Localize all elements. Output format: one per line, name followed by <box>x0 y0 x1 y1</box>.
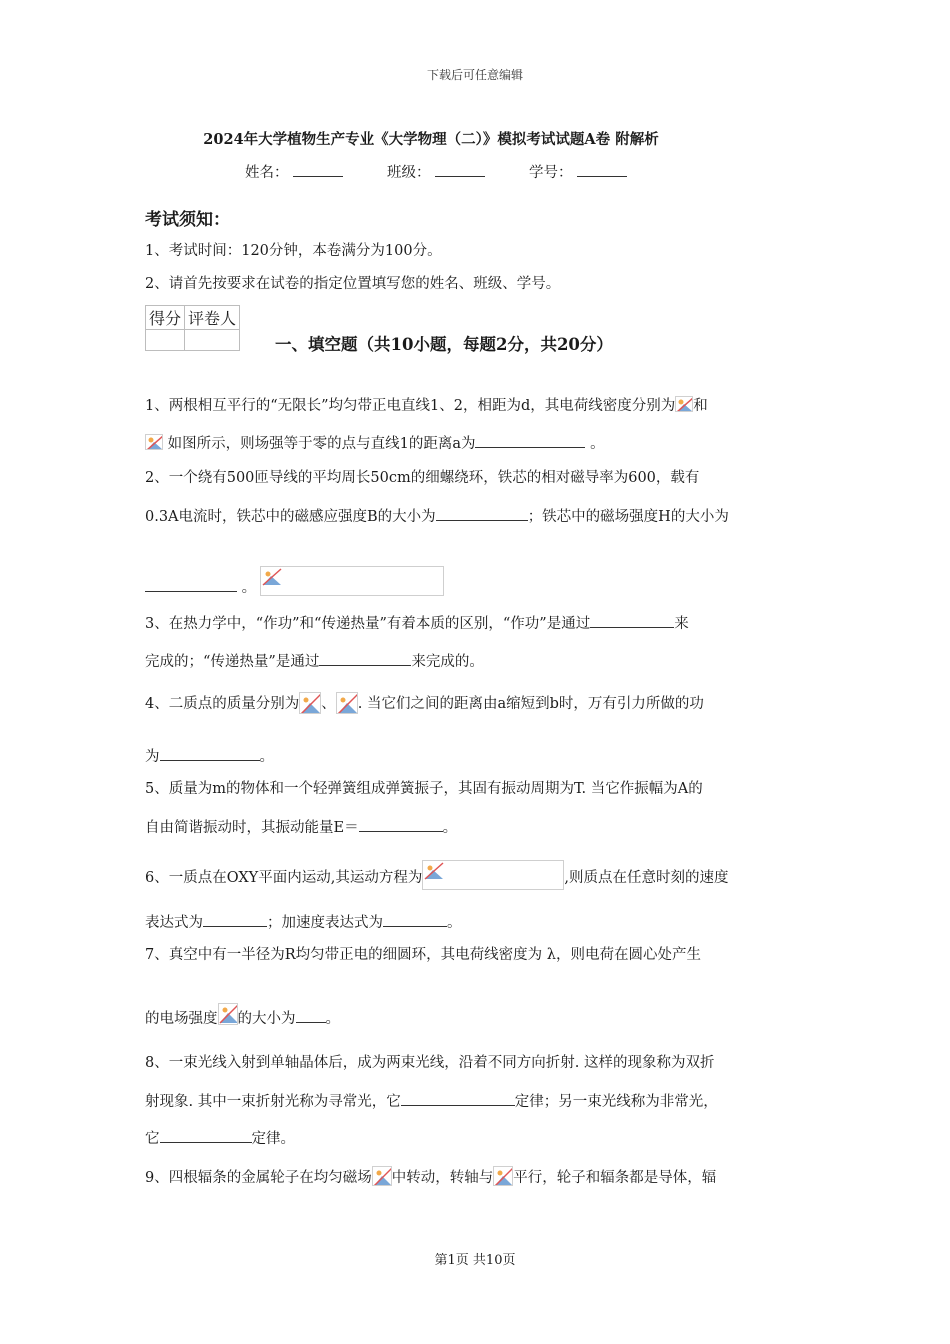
question-9-line-1 <box>145 1166 716 1188</box>
broken-image-icon <box>336 692 358 714</box>
question-text: 表达式为 <box>145 915 203 931</box>
question-text: 来完成的。 <box>411 654 484 670</box>
answer-blank <box>296 1008 326 1023</box>
broken-image-icon <box>145 434 163 450</box>
section-title: 一、填空题（共10小题，每题2分，共20分） <box>275 335 613 354</box>
answer-blank <box>160 746 260 761</box>
class-blank <box>435 164 485 177</box>
question-text: ；加速度表达式为 <box>267 915 383 931</box>
question-text: 。 <box>259 749 274 765</box>
broken-image-icon <box>675 396 693 412</box>
question-text: 的大小为 <box>237 1011 296 1027</box>
name-blank <box>293 164 343 177</box>
question-7-line-2 <box>145 1003 340 1029</box>
question-text: 。 <box>325 1011 340 1027</box>
question-3-line-1 <box>145 613 689 634</box>
question-text: 的电场强度 <box>145 1011 218 1027</box>
answer-blank <box>436 506 528 521</box>
class-field <box>387 161 485 182</box>
question-text: 1、两根相互平行的“无限长”均匀带正电直线1、2，相距为d，其电荷线密度分别为 <box>145 398 676 414</box>
question-text: 4、二质点的质量分别为 <box>145 696 300 712</box>
question-text: 射现象. 其中一束折射光称为寻常光，它 <box>145 1094 401 1110</box>
question-1-line-1 <box>145 396 708 416</box>
question-8-line-2 <box>145 1091 718 1112</box>
question-text: 定律。 <box>251 1131 295 1147</box>
broken-image-icon <box>493 1166 513 1186</box>
question-text: ,则质点在任意时刻的速度 <box>564 870 729 886</box>
question-text: 。 <box>241 580 257 596</box>
question-text: 。 <box>442 820 458 836</box>
student-id-label: 学号： <box>529 165 573 181</box>
question-text: 。 <box>590 436 605 452</box>
answer-blank <box>319 651 411 666</box>
notice-item: 1、考试时间：120分钟，本卷满分为100分。 <box>145 243 442 259</box>
score-table <box>145 305 240 351</box>
answer-blank <box>203 912 267 927</box>
question-text: . 当它们之间的距离由a缩短到b时，万有引力所做的功 <box>357 696 704 712</box>
score-header: 得分 <box>146 306 185 330</box>
notice-item: 2、请首先按要求在试卷的指定位置填写您的姓名、班级、学号。 <box>145 276 561 292</box>
question-text: 如图所示，则场强等于零的点与直线1的距离a为 <box>167 436 476 452</box>
student-id-field <box>529 161 627 182</box>
grader-header: 评卷人 <box>185 306 240 330</box>
answer-blank <box>475 433 585 448</box>
name-label: 姓名： <box>245 165 289 181</box>
exam-title: 2024年大学植物生产专业《大学物理（二）》模拟考试试题A卷 附解析 <box>203 131 659 148</box>
question-5-line-1: 5、质量为m的物体和一个轻弹簧组成弹簧振子，其固有振动周期为T. 当它作振幅为A的 <box>145 781 703 797</box>
grader-cell <box>185 330 240 351</box>
question-8-line-3 <box>145 1128 295 1149</box>
student-id-blank <box>577 164 627 177</box>
question-2-line-2 <box>145 506 729 527</box>
question-2-line-3 <box>145 566 444 598</box>
answer-blank <box>160 1128 252 1143</box>
question-text: 为 <box>145 749 160 765</box>
answer-blank <box>145 577 237 592</box>
question-8-line-1: 8、一束光线入射到单轴晶体后，成为两束光线，沿着不同方向折射. 这样的现象称为双折 <box>145 1055 715 1071</box>
question-text: 0.3A电流时，铁芯中的磁感应强度B的大小为 <box>145 509 436 525</box>
question-4-line-1 <box>145 692 704 714</box>
question-1-line-2 <box>145 433 605 454</box>
question-text: 。 <box>447 915 462 931</box>
question-3-line-2 <box>145 651 484 672</box>
question-text: 平行，轮子和辐条都是导体，辐 <box>513 1170 717 1186</box>
broken-image-icon <box>299 692 321 714</box>
question-6-line-1 <box>145 860 728 890</box>
question-text: 来 <box>674 616 689 632</box>
formula-image <box>422 860 564 890</box>
class-label: 班级： <box>387 165 431 181</box>
question-text: 中转动，转轴与 <box>391 1170 494 1186</box>
question-text: 6、一质点在OXY平面内运动,其运动方程为 <box>145 870 423 886</box>
question-4-line-2 <box>145 746 274 767</box>
name-field <box>245 161 343 182</box>
question-text: 它 <box>145 1131 160 1147</box>
question-text: 自由简谐振动时，其振动能量E＝ <box>145 820 359 836</box>
question-text: 和 <box>693 398 708 414</box>
score-cell <box>146 330 185 351</box>
question-text: 完成的；“传递热量”是通过 <box>145 654 320 670</box>
question-text: 、 <box>321 696 336 712</box>
notice-title: 考试须知： <box>145 210 230 230</box>
question-7-line-1: 7、真空中有一半径为R均匀带正电的细圆环，其电荷线密度为 λ，则电荷在圆心处产生 <box>145 947 701 963</box>
answer-blank <box>359 817 443 832</box>
question-text: 3、在热力学中，“作功”和“传递热量”有着本质的区别，“作功”是通过 <box>145 616 591 632</box>
formula-image <box>260 566 444 596</box>
answer-blank <box>401 1091 515 1106</box>
page-header: 下载后可任意编辑 <box>426 68 523 82</box>
question-5-line-2 <box>145 817 457 838</box>
question-2-line-1: 2、一个绕有500匝导线的平均周长50cm的细螺绕环，铁芯的相对磁导率为600，载有 <box>145 470 700 486</box>
page-footer: 第1页 共10页 <box>434 1253 516 1268</box>
question-text: 定律；另一束光线称为非常光， <box>514 1094 718 1110</box>
question-text: 9、四根辐条的金属轮子在均匀磁场 <box>145 1170 372 1186</box>
answer-blank <box>590 613 674 628</box>
broken-image-icon <box>372 1166 392 1186</box>
question-6-line-2 <box>145 912 462 933</box>
answer-blank <box>383 912 447 927</box>
broken-image-icon <box>218 1003 238 1025</box>
question-text: ；铁芯中的磁场强度H的大小为 <box>527 509 729 525</box>
